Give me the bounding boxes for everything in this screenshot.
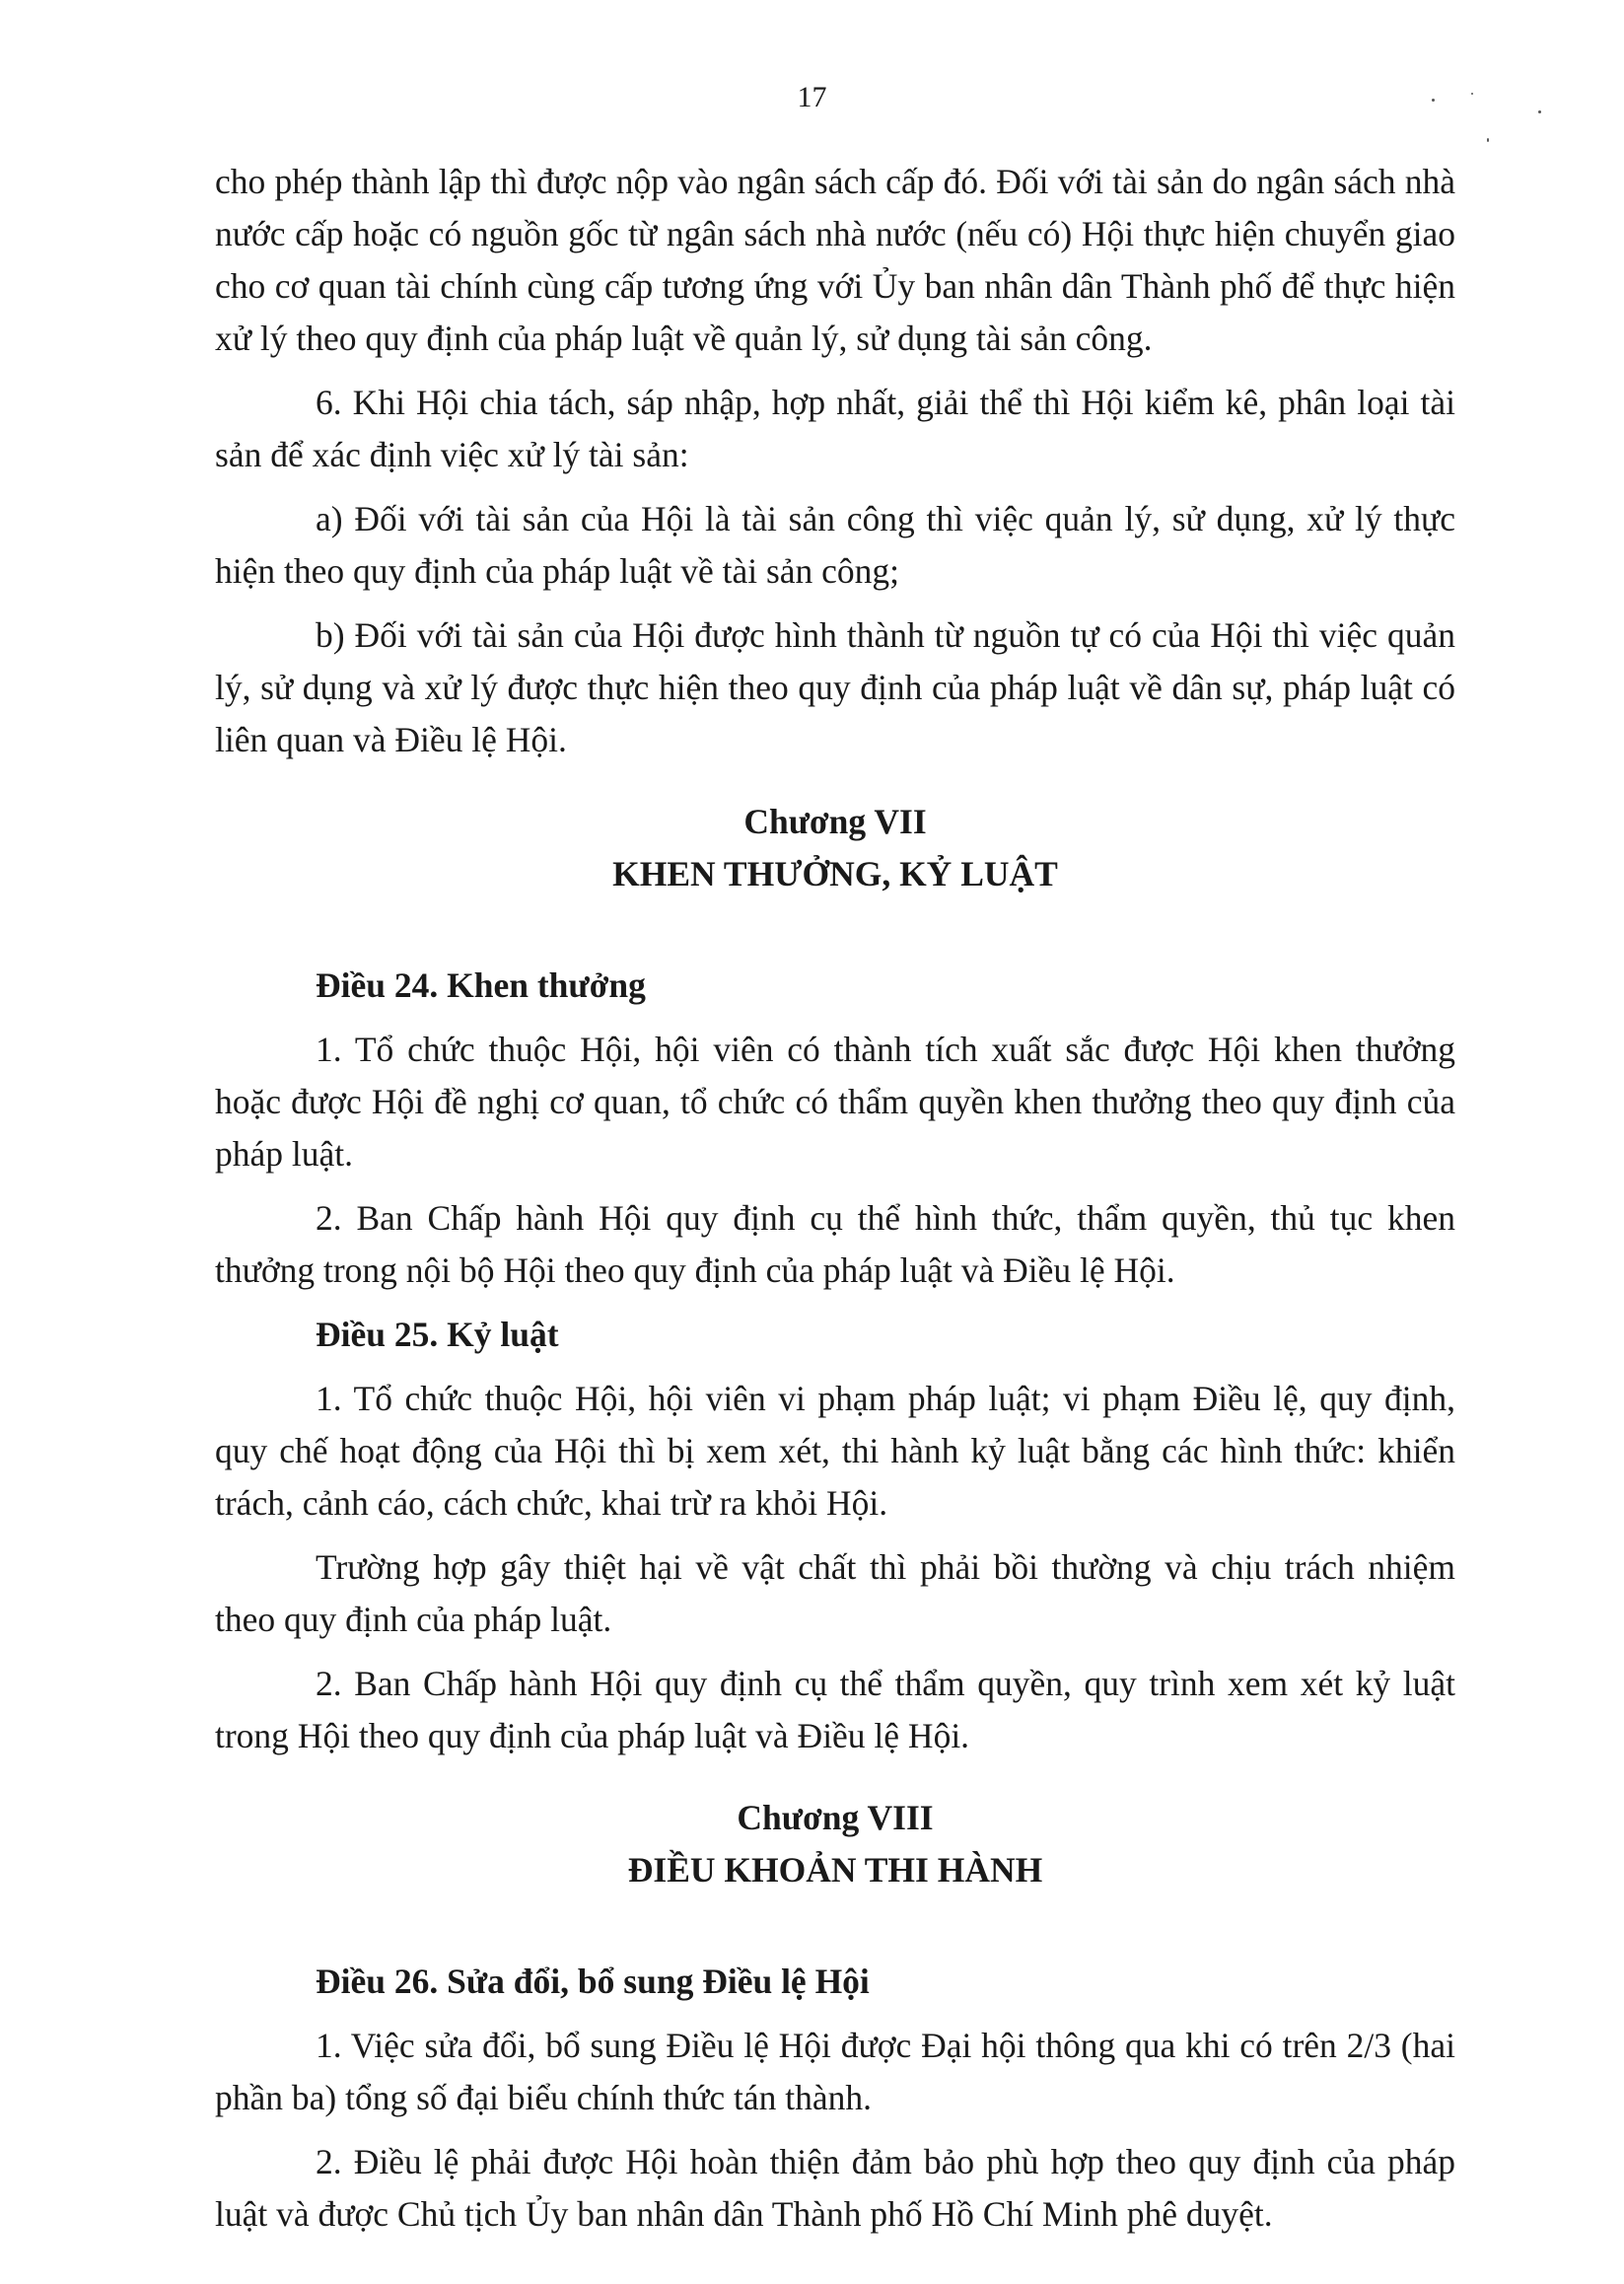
article-26-clause-1: 1. Việc sửa đổi, bổ sung Điều lệ Hội được Đại hội thông qua khi có trên 2/3 (hai phần ba) tổng số đại biểu chính thức tán thành. bbox=[215, 2026, 1455, 2117]
chapter-8-title: ĐIỀU KHOẢN THI HÀNH bbox=[627, 1850, 1043, 1890]
scan-speck bbox=[1432, 99, 1435, 102]
chapter-7-label: Chương VII bbox=[743, 802, 927, 841]
paragraph-item-6: 6. Khi Hội chia tách, sáp nhập, hợp nhất, giải thể thì Hội kiểm kê, phân loại tài sản để xác định việc xử lý tài sản: bbox=[215, 383, 1455, 474]
article-26-clause-2: 2. Điều lệ phải được Hội hoàn thiện đảm bảo phù hợp theo quy định của pháp luật và được Chủ tịch Ủy ban nhân dân Thành phố Hồ Chí Minh phê duyệt. bbox=[215, 2142, 1455, 2234]
scan-speck bbox=[1471, 93, 1473, 95]
paragraph-item-6a: a) Đối với tài sản của Hội là tài sản công thì việc quản lý, sử dụng, xử lý thực hiện theo quy định của pháp luật về tài sản công; bbox=[215, 499, 1455, 591]
article-24-clause-1: 1. Tổ chức thuộc Hội, hội viên có thành tích xuất sắc được Hội khen thưởng hoặc được Hội đề nghị cơ quan, tổ chức có thẩm quyền khen thưởng theo quy định của pháp luật. bbox=[215, 1030, 1455, 1174]
paragraph-continuation: cho phép thành lập thì được nộp vào ngân sách cấp đó. Đối với tài sản do ngân sách nhà nước cấp hoặc có nguồn gốc từ ngân sách nhà nước (nếu có) Hội thực hiện chuyển giao cho cơ quan tài chính cùng cấp tương ứng với Ủy ban nhân dân Thành phố để thực hiện xử lý theo quy định của pháp luật về quản lý, sử dụng tài sản công. bbox=[215, 162, 1455, 358]
article-25-clause-1: 1. Tổ chức thuộc Hội, hội viên vi phạm pháp luật; vi phạm Điều lệ, quy định, quy chế hoạt động của Hội thì bị xem xét, thi hành kỷ luật bằng các hình thức: khiển trách, cảnh cáo, cách chức, khai trừ ra khỏi Hội. bbox=[215, 1379, 1455, 1523]
chapter-8-label: Chương VIII bbox=[737, 1798, 934, 1837]
article-25-clause-2: 2. Ban Chấp hành Hội quy định cụ thể thẩm quyền, quy trình xem xét kỷ luật trong Hội theo quy định của pháp luật và Điều lệ Hội. bbox=[215, 1664, 1455, 1755]
article-25-clause-1-note: Trường hợp gây thiệt hại về vật chất thì phải bồi thường và chịu trách nhiệm theo quy định của pháp luật. bbox=[215, 1547, 1455, 1639]
article-24-title: Điều 24. Khen thưởng bbox=[316, 965, 646, 1005]
chapter-7-title: KHEN THƯỞNG, KỶ LUẬT bbox=[612, 854, 1058, 893]
article-26-title: Điều 26. Sửa đổi, bổ sung Điều lệ Hội bbox=[316, 1962, 870, 2001]
scan-speck bbox=[1487, 138, 1489, 142]
document-body bbox=[215, 156, 1455, 2241]
article-25-title: Điều 25. Kỷ luật bbox=[316, 1315, 559, 1354]
scan-speck bbox=[1538, 110, 1541, 113]
page-number: 17 bbox=[797, 81, 827, 113]
paragraph-item-6b: b) Đối với tài sản của Hội được hình thành từ nguồn tự có của Hội thì việc quản lý, sử dụng và xử lý được thực hiện theo quy định của pháp luật về dân sự, pháp luật có liên quan và Điều lệ Hội. bbox=[215, 615, 1455, 759]
article-24-clause-2: 2. Ban Chấp hành Hội quy định cụ thể hình thức, thẩm quyền, thủ tục khen thưởng trong nội bộ Hội theo quy định của pháp luật và Điều lệ Hội. bbox=[215, 1198, 1455, 1290]
